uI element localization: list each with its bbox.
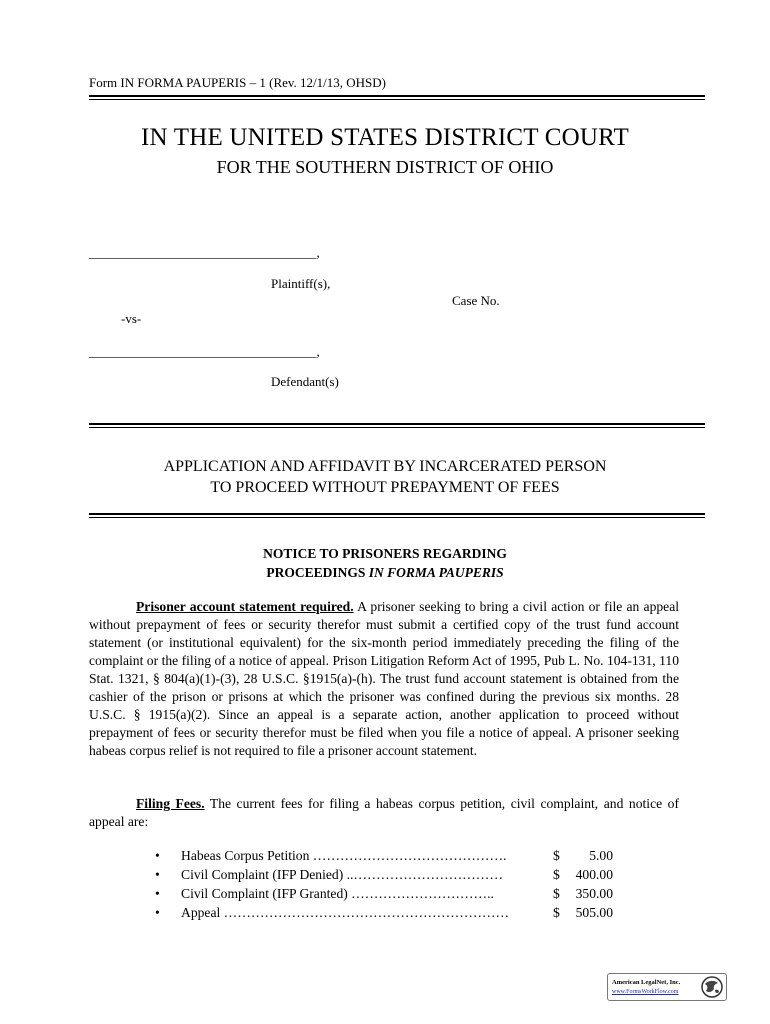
bullet-icon: • [155, 905, 160, 920]
fee-label: Appeal ……………………………………………………… [181, 905, 510, 920]
plaintiff-label: Plaintiff(s), [271, 276, 331, 291]
header-divider [89, 95, 705, 100]
case-no-label: Case No. [452, 293, 500, 308]
notice-title-prefix: PROCEEDINGS [266, 565, 369, 580]
fee-row-habeas [155, 848, 625, 867]
application-title-line-2: TO PROCEED WITHOUT PREPAYMENT OF FEES [210, 479, 560, 496]
paragraph-account-statement-heading: Prisoner account statement required. [136, 599, 354, 614]
fee-label: Civil Complaint (IFP Denied) ..…………………………… [181, 867, 503, 882]
fee-currency: $ [553, 867, 560, 882]
paragraph-filing-fees-heading: Filing Fees. [136, 796, 205, 811]
defendant-label: Defendant(s) [271, 374, 339, 389]
fee-row-civil-denied [155, 867, 625, 886]
defendant-blank-line[interactable]: ___________________________________, [89, 344, 320, 359]
application-title [0, 456, 770, 498]
fee-row-civil-granted [155, 886, 625, 905]
fee-currency: $ [553, 905, 560, 920]
notice-title [0, 544, 770, 582]
fee-row-appeal [155, 905, 625, 924]
paragraph-account-statement-body: A prisoner seeking to bring a civil action or file an appeal without prepayment of fees or security therefor must submit a certified copy of the trust fund account statement (or institutional equivalent) for the six-month period immediately preceding the filing of the complaint or the filing of a notice of appeal. Prison Litigation Reform Act of 1995, Pub L. No. 104-131, 110 Stat. 1321, § 804(a)(1)-(3), 28 U.S.C. §1915(a)-(h). The trust fund account statement is obtained from the cashier of the prison or prisons at which the prisoner was confined during the previous six months. 28 U.S.C. § 1915(a)(2). Since an appeal is a separate action, another application to proceed without prepayment of fees or security therefor must be filed when you file a notice of appeal. A prisoner seeking habeas corpus relief is not required to file a prisoner account statement. [89, 599, 680, 758]
paragraph-account-statement [89, 598, 679, 760]
plaintiff-blank-line[interactable]: ___________________________________, [89, 245, 320, 260]
application-title-line-1: APPLICATION AND AFFIDAVIT BY INCARCERATED PERSON [163, 458, 607, 475]
globe-logo-icon [700, 975, 724, 999]
fee-currency: $ [553, 886, 560, 901]
bullet-icon: • [155, 867, 160, 882]
notice-title-line-2 [0, 563, 770, 582]
notice-title-line-1: NOTICE TO PRISONERS REGARDING [263, 546, 507, 561]
paragraph-filing-fees [89, 795, 679, 831]
footer-logo-url[interactable]: www.FormsWorkFlow.com [612, 989, 679, 995]
paragraph-filing-fees-body: The current fees for filing a habeas corpus petition, civil complaint, and notice of appeal are: [89, 796, 679, 829]
fee-amount: 505.00 [575, 905, 613, 920]
fee-label: Habeas Corpus Petition ……………………………………. [181, 848, 507, 863]
fee-amount: 5.00 [589, 848, 613, 863]
fee-currency: $ [553, 848, 560, 863]
notice-title-italic: IN FORMA PAUPERIS [368, 565, 504, 580]
bullet-icon: • [155, 886, 160, 901]
form-identifier: Form IN FORMA PAUPERIS – 1 (Rev. 12/1/13, OHSD) [89, 75, 386, 90]
versus-label: -vs- [121, 311, 142, 326]
fee-label: Civil Complaint (IFP Granted) ………………………….. [181, 886, 494, 901]
footer-logo[interactable] [607, 973, 727, 1001]
court-title: IN THE UNITED STATES DISTRICT COURT [141, 124, 629, 151]
fee-amount: 400.00 [575, 867, 613, 882]
fee-list [155, 848, 625, 924]
fee-amount: 350.00 [575, 886, 613, 901]
court-subtitle: FOR THE SOUTHERN DISTRICT OF OHIO [216, 157, 554, 177]
bullet-icon: • [155, 848, 160, 863]
footer-logo-name: American LegalNet, Inc. [612, 979, 681, 986]
title-divider [89, 513, 705, 518]
caption-divider [89, 423, 705, 428]
